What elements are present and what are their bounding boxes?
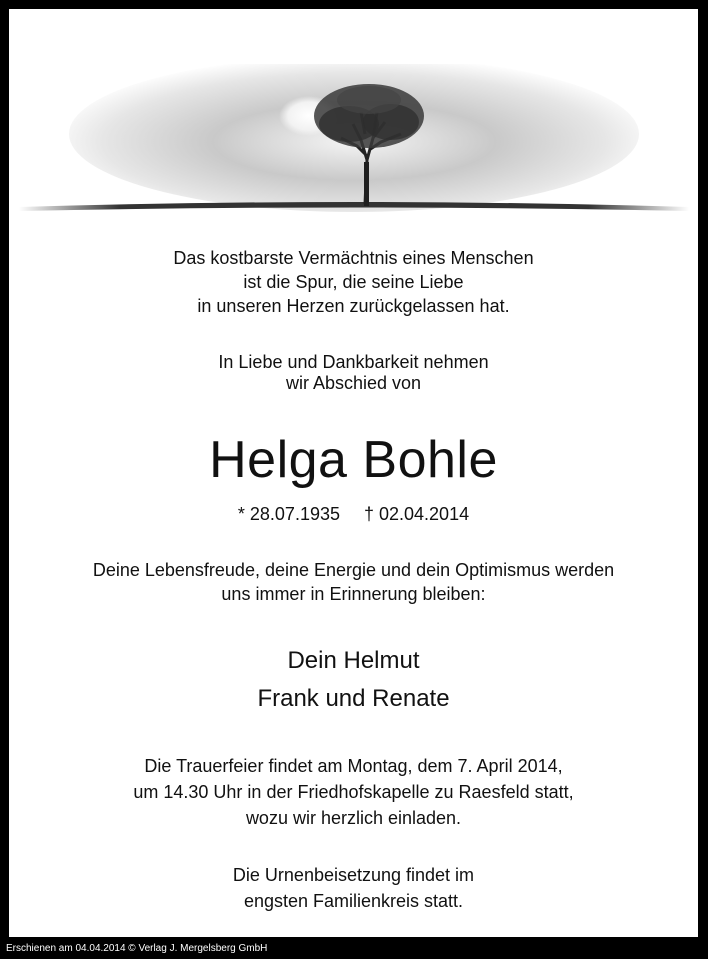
verse-line: ist die Spur, die seine Liebe <box>243 272 464 292</box>
deceased-name: Helga Bohle <box>209 431 498 489</box>
birth-date: * 28.07.1935 <box>237 504 340 524</box>
death-date: † 02.04.2014 <box>363 504 470 524</box>
ceremony-line: um 14.30 Uhr in der Friedhofskapelle zu Raesfeld statt, <box>133 782 574 802</box>
message-line: Deine Lebensfreude, deine Energie und dein Optimismus werden <box>92 560 615 580</box>
burial-line: engsten Familienkreis statt. <box>243 891 464 911</box>
mourner-name: Frank und Renate <box>257 685 450 712</box>
ceremony-line: Die Trauerfeier findet am Montag, dem 7. April 2014, <box>144 756 563 776</box>
mourners-signoff <box>9 642 698 718</box>
verse-line: in unseren Herzen zurückgelassen hat. <box>197 296 510 316</box>
memorial-verse <box>9 246 698 318</box>
funeral-ceremony-notice <box>9 753 698 831</box>
burial-line: Die Urnenbeisetzung findet im <box>232 865 475 885</box>
personal-message <box>9 558 698 606</box>
farewell-intro <box>9 352 698 394</box>
tree-landscape-image <box>9 64 698 224</box>
publication-footer: Erschienen am 04.04.2014 © Verlag J. Mergelsberg GmbH <box>6 943 268 954</box>
life-dates <box>9 502 698 526</box>
urn-burial-notice <box>9 862 698 914</box>
intro-line: wir Abschied von <box>285 373 422 393</box>
intro-line: In Liebe und Dankbarkeit nehmen <box>218 352 489 372</box>
verse-line: Das kostbarste Vermächtnis eines Menschen <box>173 248 534 268</box>
ceremony-line: wozu wir herzlich einladen. <box>245 808 462 828</box>
mourner-name: Dein Helmut <box>287 647 420 674</box>
obituary-card <box>9 9 698 937</box>
message-line: uns immer in Erinnerung bleiben: <box>221 584 486 604</box>
